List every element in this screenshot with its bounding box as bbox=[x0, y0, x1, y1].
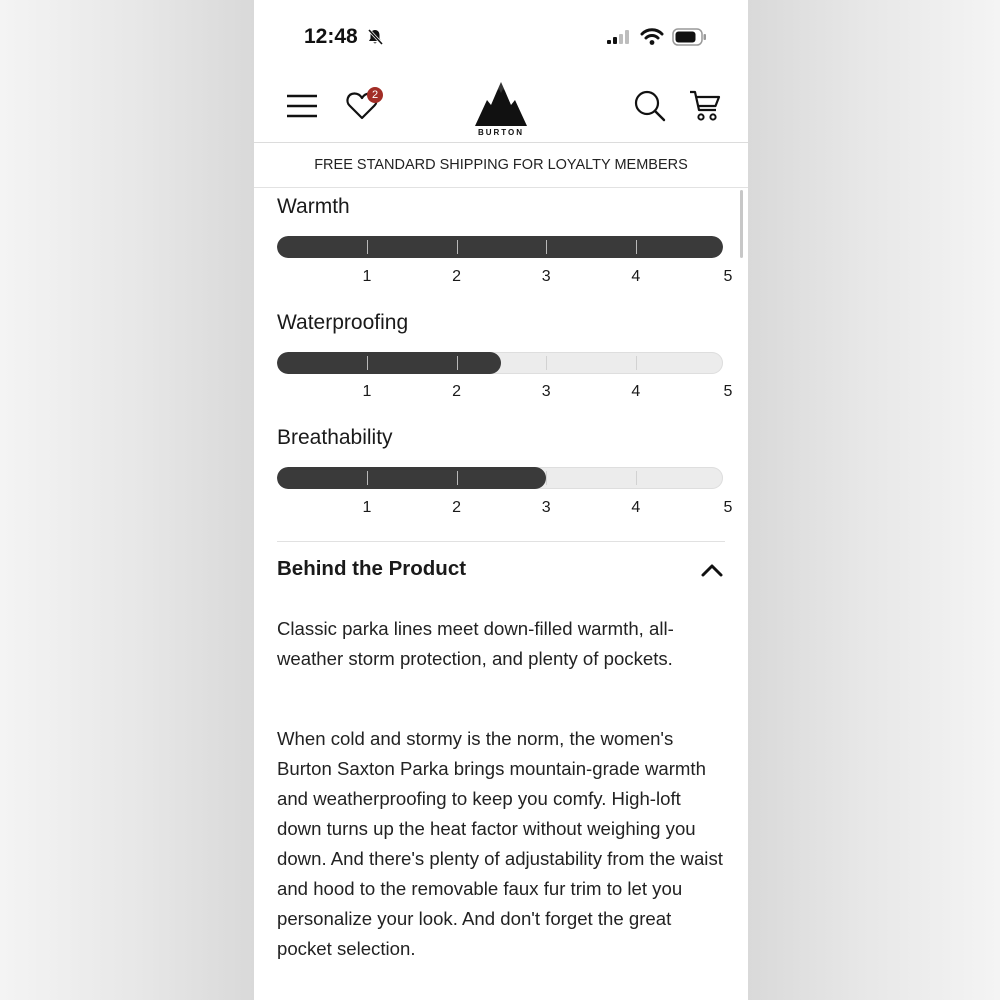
rating-tick bbox=[457, 471, 458, 485]
rating-label: Warmth bbox=[277, 195, 350, 218]
phone-screen bbox=[254, 0, 748, 1000]
burton-logo[interactable] bbox=[472, 78, 530, 133]
cart-icon[interactable] bbox=[688, 88, 722, 127]
rating-tick bbox=[367, 240, 368, 254]
product-description-body: When cold and stormy is the norm, the women's Burton Saxton Parka brings mountain-grade warmth and weatherproofing to keep you comfy. High-loft down turns up the heat factor without weighing you down. And there's plenty of adjustability from the waist and hood to the removable faux fur trim to let you personalize your look. And don't forget the great pocket selection. bbox=[277, 728, 723, 959]
rating-scale-number: 3 bbox=[541, 383, 551, 400]
status-time: 12:48 bbox=[304, 25, 358, 48]
behind-the-product-toggle[interactable]: Behind the Product bbox=[277, 557, 467, 580]
rating-scale-number: 2 bbox=[452, 268, 462, 285]
rating-scale-number: 1 bbox=[362, 268, 372, 285]
brand-name: BURTON bbox=[477, 128, 525, 137]
rating-bar-fill bbox=[277, 352, 501, 374]
rating-label: Waterproofing bbox=[277, 311, 409, 334]
rating-label: Breathability bbox=[277, 426, 393, 449]
rating-scale-number: 3 bbox=[541, 268, 551, 285]
rating-bar bbox=[277, 352, 723, 374]
rating-tick bbox=[457, 240, 458, 254]
scrollbar-thumb[interactable] bbox=[740, 190, 743, 258]
section-divider bbox=[277, 541, 725, 542]
background-left bbox=[0, 0, 254, 1000]
wifi-icon bbox=[640, 27, 664, 50]
rating-bar-fill bbox=[277, 467, 546, 489]
background-right bbox=[748, 0, 1000, 1000]
rating-scale-number: 2 bbox=[452, 499, 462, 516]
rating-tick bbox=[367, 471, 368, 485]
rating-scale-number: 1 bbox=[362, 499, 372, 516]
rating-scale-number: 1 bbox=[362, 383, 372, 400]
rating-scale-number: 4 bbox=[631, 383, 641, 400]
wishlist-count-badge: 2 bbox=[367, 87, 383, 103]
product-description-intro: Classic parka lines meet down-filled warmth, all-weather storm protection, and plenty of pockets. bbox=[277, 618, 674, 669]
battery-icon bbox=[672, 28, 708, 51]
rating-tick bbox=[636, 471, 637, 485]
rating-scale-number: 4 bbox=[631, 499, 641, 516]
rating-scale-number: 3 bbox=[541, 499, 551, 516]
rating-tick bbox=[546, 471, 547, 485]
rating-scale-number: 2 bbox=[452, 383, 462, 400]
search-icon[interactable] bbox=[634, 90, 666, 127]
rating-bar bbox=[277, 236, 723, 258]
promo-banner[interactable]: FREE STANDARD SHIPPING FOR LOYALTY MEMBERS bbox=[254, 143, 748, 188]
menu-icon[interactable] bbox=[286, 93, 318, 124]
rating-scale-number: 5 bbox=[723, 383, 733, 400]
signal-icon bbox=[607, 30, 633, 49]
rating-tick bbox=[457, 356, 458, 370]
rating-scale-number: 5 bbox=[723, 499, 733, 516]
rating-tick bbox=[367, 356, 368, 370]
rating-bar-fill bbox=[277, 236, 723, 258]
rating-tick bbox=[636, 240, 637, 254]
rating-tick bbox=[546, 356, 547, 370]
bell-slash-icon bbox=[366, 28, 384, 51]
rating-tick bbox=[636, 356, 637, 370]
rating-scale-number: 4 bbox=[631, 268, 641, 285]
rating-scale-number: 5 bbox=[723, 268, 733, 285]
rating-bar bbox=[277, 467, 723, 489]
chevron-up-icon[interactable] bbox=[700, 561, 724, 584]
rating-tick bbox=[546, 240, 547, 254]
